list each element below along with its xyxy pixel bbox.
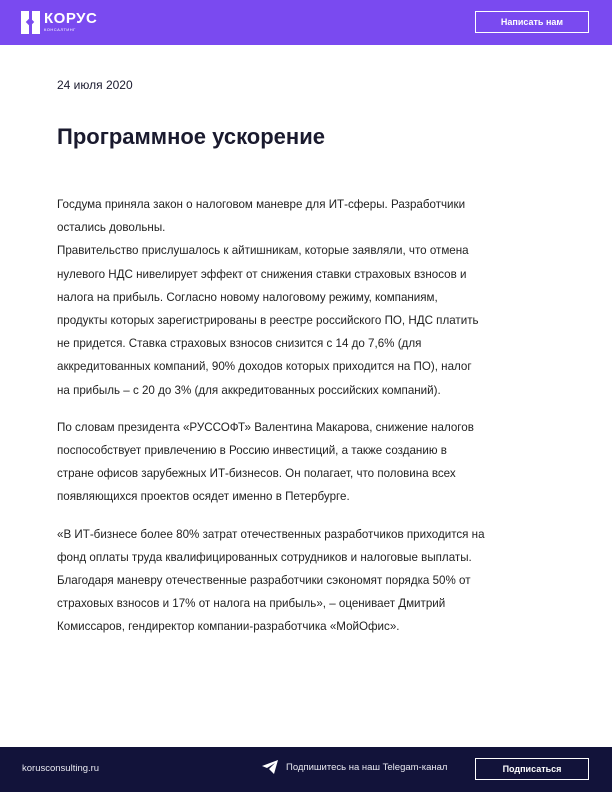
- article-paragraph: [57, 523, 567, 639]
- paragraph-line: поспособствует привлечению в Россию инвестиций, а также созданию в: [57, 444, 447, 458]
- telegram-text: Подпишитесь на наш Telegam-канал: [286, 761, 448, 773]
- logo-name: КОРУС: [44, 10, 98, 27]
- article-body: [57, 193, 567, 653]
- telegram-link[interactable]: [262, 760, 447, 774]
- paragraph-line: нулевого НДС нивелирует эффект от снижения ставки страховых взносов и: [57, 267, 467, 281]
- logo[interactable]: [21, 11, 97, 34]
- article-paragraph: [57, 416, 567, 509]
- paragraph-line: на прибыль – с 20 до 3% (для аккредитованных российских компаний).: [57, 383, 441, 397]
- header: [0, 0, 612, 45]
- site-link[interactable]: korusconsulting.ru: [22, 763, 100, 774]
- paragraph-line: продукты которых зарегистрированы в реестре российского ПО, НДС платить: [57, 314, 479, 328]
- paragraph-line: налога на прибыль. Согласно новому налоговому режиму, компаниям,: [57, 290, 438, 304]
- paragraph-line: Благодаря маневру отечественные разработчики сэкономят порядка 50% от: [57, 574, 471, 588]
- paragraph-line: появляющихся проектов осядет именно в Петербурге.: [57, 490, 350, 504]
- write-us-button[interactable]: Написать нам: [475, 11, 589, 33]
- paragraph-line: стране офисов зарубежных ИТ-бизнесов. Он полагает, что половина всех: [57, 467, 456, 481]
- article-date: 24 июля 2020: [57, 78, 133, 92]
- paragraph-line: фонд оплаты труда квалифицированных сотрудников и налоговые выплаты.: [57, 550, 472, 564]
- paragraph-line: Госдума приняла закон о налоговом маневре для ИТ-сферы. Разработчики: [57, 198, 466, 211]
- paragraph-line: По словам президента «РУССОФТ» Валентина Макарова, снижение налогов: [57, 420, 474, 434]
- paragraph-line: остались довольны.: [57, 221, 166, 235]
- page-title: Программное ускорение: [57, 124, 325, 149]
- paragraph-line: страховых взносов и 17% от налога на прибыль», – оценивает Дмитрий: [57, 597, 446, 611]
- subscribe-button[interactable]: Подписаться: [475, 758, 589, 780]
- paragraph-line: «В ИТ-бизнесе более 80% затрат отечественных разработчиков приходится на: [57, 527, 485, 541]
- logo-mark-icon: [21, 11, 41, 34]
- article-paragraph: [57, 193, 567, 402]
- footer: [0, 747, 612, 792]
- logo-sub: КОНСАЛТИНГ: [44, 27, 76, 32]
- paragraph-line: аккредитованных компаний, 90% доходов которых приходится на ПО), налог: [57, 360, 472, 374]
- telegram-icon: [262, 760, 278, 774]
- paragraph-line: не придется. Ставка страховых взносов снизится с 14 до 7,6% (для: [57, 337, 422, 351]
- paragraph-line: Комиссаров, гендиректор компании-разработчика «МойОфис».: [57, 620, 400, 634]
- paragraph-line: Правительство прислушалось к айтишникам, которые заявляли, что отмена: [57, 244, 469, 258]
